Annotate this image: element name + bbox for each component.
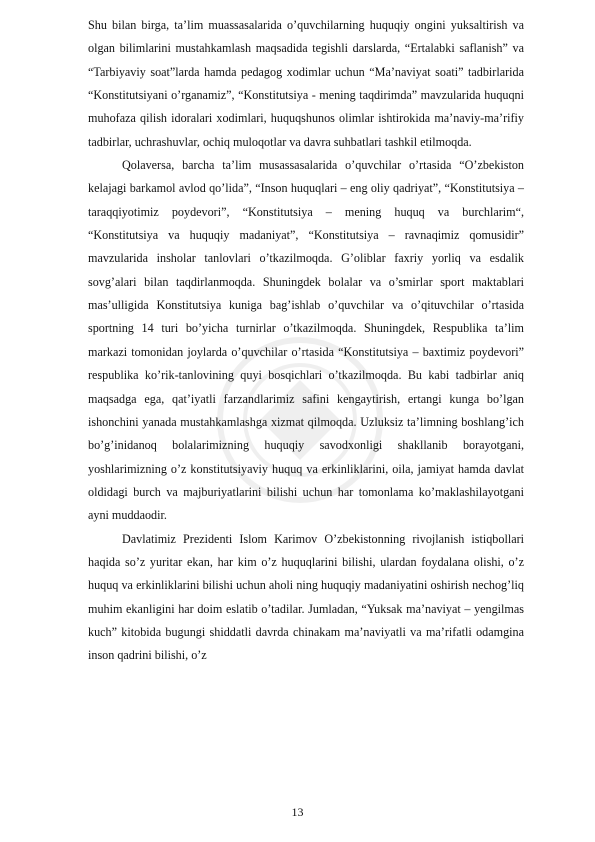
paragraph-1: Shu bilan birga, ta’lim muassasalarida o’quvchilarning huquqiy ongini yuksaltirish va olgan bilimlarini mustahkamlash maqsadida tegishli darslarda, “Ertalabki saflanish” va “Tarbiyaviy soat”larda hamda pedagog xodimlar uchun “Ma’naviyat soati” tadbirlarida “Konstitutsiyani o’rganamiz”, “Konstitutsiya - mening taqdirimda” mavzularida huquqni muhofaza qilish idoralari xodimlari, huquqshunos olimlar ishtirokida ma’naviy-ma’rifiy tadbirlar, uchrashuvlar, ochiq muloqotlar va davra suhbatlari tashkil etilmoqda. bbox=[88, 18, 524, 149]
page-number: 13 bbox=[291, 805, 304, 819]
paragraph-2: Qolaversa, barcha ta’lim musassasalarida o’quvchilar o’rtasida “O’zbekiston kelajagi barkamol avlod qo’lida”, “Inson huquqlari – eng oliy qadriyat”, “Konstitutsiya – taraqqiyotimiz poydevori”, “Konstitutsiya – mening huquq va burchlarim“, “Konstitutsiya va huquqiy madaniyat”, “Konstitutsiya – ravnaqimiz qomusidir” mavzularida insholar tanlovlari o’tkazilmoqda. G’oliblar faxriy yorliq va esdalik sovg’alari bilan taqdirlanmoqda. Shuningdek bolalar va o’smirlar sport maktablari mas’ulligida Konstitutsiya kuniga bag’ishlab o’quvchilar va o’qituvchilar o’rtasida sportning 14 turi bo’yicha turnirlar o’tkazilmoqda. Shuningdek, Respublika ta’lim markazi tomonidan joylarda o’quvchilar o’rtasida “Konstitutsiya – baxtimiz poydevori” respublika ko’rik-tanlovining quyi bosqichlari o’tkazilmoqda. Bu kabi tadbirlar aniq maqsadga ega, qat’iyatli farzandlarimiz safini kengaytirish, ertangi kunga bo’lgan ishonchini yanada mustahkamlashga xizmat qilmoqda. Uzluksiz ta’limning boshlang’ich bo’g’inidanoq bolalarimizning huquqiy savodxonligi shakllanib borayotgani, yoshlarimizning o’z konstitutsiyaviy huquq va erkinliklarini, oila, jamiyat hamda davlat oldidagi burch va majburiyatlarini bilishi uchun har tomonlama ko’maklashilayotgani ayni muddaodir. bbox=[88, 158, 524, 523]
paragraph-3: Davlatimiz Prezidenti Islom Karimov O’zbekistonning rivojlanish istiqbollari haqida so’z yuritar ekan, har kim o’z huquqlarini bilishi, ulardan foydalana olishi, o’z huquq va erkinliklarini bilishi uchun aholi ning huquqiy madaniyatini oshirish nechog’liq muhim ekanligini har doim eslatib o’tadilar. Jumladan, “Yuksak ma’naviyat – yengilmas kuch” kitobida bugungi shiddatli davrda chinakam ma’naviyatli va ma’rifatli odamgina inson qadrini bilishi, o’z bbox=[88, 531, 524, 663]
document-body bbox=[88, 14, 524, 668]
